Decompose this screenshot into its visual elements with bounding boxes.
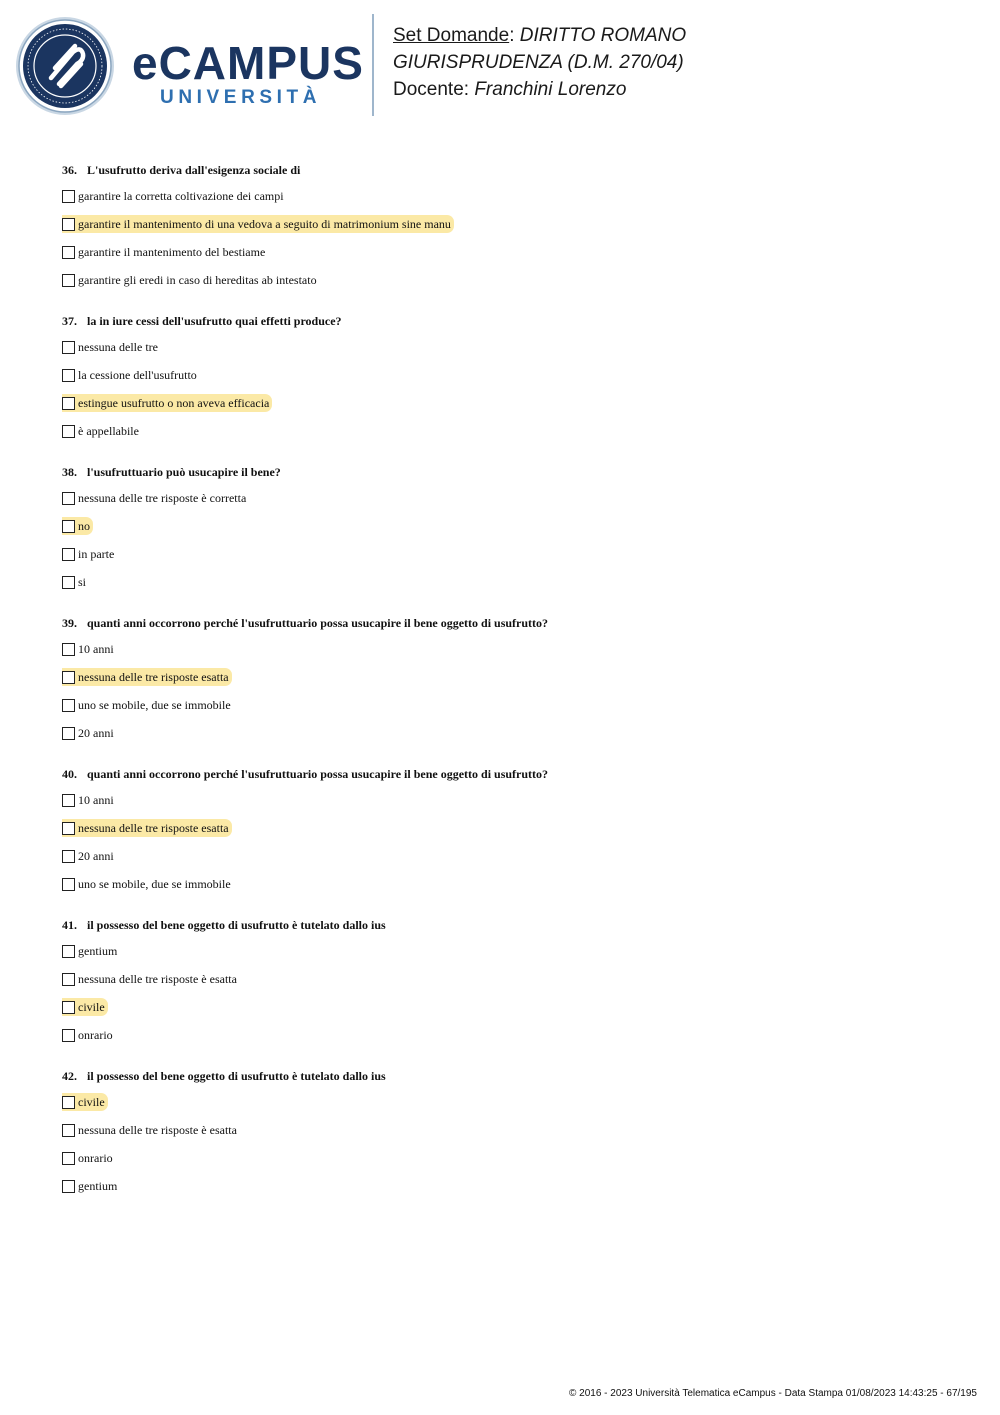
answer-text: onrario bbox=[78, 1151, 113, 1165]
answer-text: nessuna delle tre risposte è esatta bbox=[78, 1123, 237, 1137]
answer-option[interactable] bbox=[62, 1021, 942, 1049]
answer-wrap bbox=[62, 1149, 116, 1167]
answer-checkbox[interactable] bbox=[62, 548, 75, 561]
answer-option[interactable] bbox=[62, 266, 942, 294]
question-number: 42. bbox=[62, 1069, 77, 1083]
answer-wrap-highlighted bbox=[62, 1093, 108, 1111]
answer-wrap bbox=[62, 640, 117, 658]
answer-checkbox[interactable] bbox=[62, 973, 75, 986]
answer-checkbox[interactable] bbox=[62, 341, 75, 354]
answer-option[interactable] bbox=[62, 635, 942, 663]
answer-option[interactable] bbox=[62, 1144, 942, 1172]
answer-option[interactable] bbox=[62, 238, 942, 266]
question-number: 41. bbox=[62, 918, 77, 932]
answer-wrap bbox=[62, 875, 234, 893]
teacher-line bbox=[393, 76, 686, 103]
answer-checkbox[interactable] bbox=[62, 218, 75, 231]
answer-text: uno se mobile, due se immobile bbox=[78, 877, 231, 891]
question bbox=[62, 160, 942, 311]
answer-checkbox[interactable] bbox=[62, 520, 75, 533]
answer-wrap bbox=[62, 847, 117, 865]
answer-wrap-highlighted bbox=[62, 215, 454, 233]
answer-text: gentium bbox=[78, 1179, 118, 1193]
answer-checkbox[interactable] bbox=[62, 822, 75, 835]
set-separator: : bbox=[509, 25, 515, 46]
answer-option[interactable] bbox=[62, 1088, 942, 1116]
answer-option[interactable] bbox=[62, 484, 942, 512]
question bbox=[62, 462, 942, 613]
header-info bbox=[393, 22, 686, 103]
question-title bbox=[62, 311, 942, 333]
answer-wrap bbox=[62, 1177, 120, 1195]
answer-wrap bbox=[62, 271, 320, 289]
answer-checkbox[interactable] bbox=[62, 878, 75, 891]
answer-wrap-highlighted bbox=[62, 998, 108, 1016]
answer-wrap bbox=[62, 338, 161, 356]
question-number: 40. bbox=[62, 767, 77, 781]
answer-option[interactable] bbox=[62, 210, 942, 238]
answer-option[interactable] bbox=[62, 870, 942, 898]
answer-option[interactable] bbox=[62, 361, 942, 389]
answer-text: è appellabile bbox=[78, 424, 139, 438]
question-number: 37. bbox=[62, 314, 77, 328]
question-text: quanti anni occorrono perché l'usufruttuario possa usucapire il bene oggetto di usufrutto? bbox=[87, 616, 549, 630]
question-text: l'usufruttuario può usucapire il bene? bbox=[87, 465, 281, 479]
university-seal-logo bbox=[15, 16, 115, 116]
answer-wrap bbox=[62, 366, 200, 384]
answer-text: la cessione dell'usufrutto bbox=[78, 368, 197, 382]
page-footer: © 2016 - 2023 Università Telematica eCampus - Data Stampa 01/08/2023 14:43:25 - 67/195 bbox=[569, 1388, 977, 1399]
question bbox=[62, 613, 942, 764]
answer-option[interactable] bbox=[62, 965, 942, 993]
answer-checkbox[interactable] bbox=[62, 671, 75, 684]
answer-checkbox[interactable] bbox=[62, 727, 75, 740]
question-title bbox=[62, 764, 942, 786]
answer-wrap bbox=[62, 187, 287, 205]
answer-checkbox[interactable] bbox=[62, 850, 75, 863]
answer-option[interactable] bbox=[62, 540, 942, 568]
answer-option[interactable] bbox=[62, 1172, 942, 1200]
answer-wrap bbox=[62, 573, 89, 591]
answer-checkbox[interactable] bbox=[62, 1124, 75, 1137]
set-value: DIRITTO ROMANO bbox=[519, 25, 687, 46]
answer-text: 20 anni bbox=[78, 726, 114, 740]
answer-checkbox[interactable] bbox=[62, 699, 75, 712]
answer-checkbox[interactable] bbox=[62, 492, 75, 505]
answer-option[interactable] bbox=[62, 842, 942, 870]
question-number: 39. bbox=[62, 616, 77, 630]
answer-wrap-highlighted bbox=[62, 819, 232, 837]
brand-name: eCAMPUS bbox=[132, 37, 364, 89]
answer-text: nessuna delle tre risposte esatta bbox=[78, 670, 229, 684]
answer-checkbox[interactable] bbox=[62, 369, 75, 382]
answer-option[interactable] bbox=[62, 993, 942, 1021]
question bbox=[62, 915, 942, 1066]
answer-checkbox[interactable] bbox=[62, 576, 75, 589]
question bbox=[62, 1066, 942, 1217]
answer-checkbox[interactable] bbox=[62, 1096, 75, 1109]
answer-text: in parte bbox=[78, 547, 115, 561]
answer-wrap bbox=[62, 942, 120, 960]
question-number: 38. bbox=[62, 465, 77, 479]
course-name: GIURISPRUDENZA (D.M. 270/04) bbox=[393, 52, 684, 73]
question-title bbox=[62, 613, 942, 635]
answer-option[interactable] bbox=[62, 512, 942, 540]
answer-wrap bbox=[62, 1026, 116, 1044]
answer-text: garantire la corretta coltivazione dei campi bbox=[78, 189, 284, 203]
answer-checkbox[interactable] bbox=[62, 274, 75, 287]
set-line bbox=[393, 22, 686, 49]
teacher-label: Docente: bbox=[393, 79, 470, 100]
answer-option[interactable] bbox=[62, 333, 942, 361]
answer-option[interactable] bbox=[62, 786, 942, 814]
answer-text: 20 anni bbox=[78, 849, 114, 863]
answer-wrap bbox=[62, 545, 117, 563]
answer-wrap bbox=[62, 489, 249, 507]
answer-option[interactable] bbox=[62, 937, 942, 965]
question-title bbox=[62, 1066, 942, 1088]
answer-text: si bbox=[78, 575, 87, 589]
header-divider bbox=[372, 14, 374, 116]
answer-wrap-highlighted bbox=[62, 668, 232, 686]
answer-checkbox[interactable] bbox=[62, 1180, 75, 1193]
answer-option[interactable] bbox=[62, 719, 942, 747]
answer-text: garantire il mantenimento del bestiame bbox=[78, 245, 266, 259]
answer-wrap bbox=[62, 696, 234, 714]
answer-checkbox[interactable] bbox=[62, 190, 75, 203]
question bbox=[62, 764, 942, 915]
answer-checkbox[interactable] bbox=[62, 1152, 75, 1165]
answer-text: garantire il mantenimento di una vedova a seguito di matrimonium sine manu bbox=[78, 217, 451, 231]
brand-subtitle: UNIVERSITÀ bbox=[160, 87, 322, 108]
set-label: Set Domande bbox=[393, 25, 510, 46]
answer-option[interactable] bbox=[62, 417, 942, 445]
answer-text: 10 anni bbox=[78, 793, 114, 807]
question-text: il possesso del bene oggetto di usufrutto è tutelato dallo ius bbox=[87, 918, 386, 932]
answer-wrap-highlighted bbox=[62, 394, 272, 412]
answer-text: nessuna delle tre bbox=[78, 340, 158, 354]
teacher-name: Franchini Lorenzo bbox=[474, 79, 627, 100]
answer-text: uno se mobile, due se immobile bbox=[78, 698, 231, 712]
answer-checkbox[interactable] bbox=[62, 425, 75, 438]
answer-text: gentium bbox=[78, 944, 118, 958]
page-header bbox=[0, 0, 1000, 130]
answer-checkbox[interactable] bbox=[62, 1029, 75, 1042]
answer-text: civile bbox=[78, 1095, 105, 1109]
question-list bbox=[62, 160, 942, 1217]
answer-text: garantire gli eredi in caso di hereditas ab intestato bbox=[78, 273, 317, 287]
answer-option[interactable] bbox=[62, 814, 942, 842]
answer-text: civile bbox=[78, 1000, 105, 1014]
answer-text: nessuna delle tre risposte esatta bbox=[78, 821, 229, 835]
answer-wrap bbox=[62, 1121, 240, 1139]
question-number: 36. bbox=[62, 163, 77, 177]
question-title bbox=[62, 915, 942, 937]
answer-text: 10 anni bbox=[78, 642, 114, 656]
answer-text: nessuna delle tre risposte è corretta bbox=[78, 491, 247, 505]
answer-checkbox[interactable] bbox=[62, 945, 75, 958]
answer-option[interactable] bbox=[62, 663, 942, 691]
answer-text: onrario bbox=[78, 1028, 113, 1042]
answer-checkbox[interactable] bbox=[62, 397, 75, 410]
answer-text: estingue usufrutto o non aveva efficacia bbox=[78, 396, 270, 410]
answer-wrap bbox=[62, 243, 268, 261]
answer-wrap bbox=[62, 970, 240, 988]
answer-checkbox[interactable] bbox=[62, 643, 75, 656]
question-title bbox=[62, 160, 942, 182]
question bbox=[62, 311, 942, 462]
answer-wrap bbox=[62, 724, 117, 742]
question-title bbox=[62, 462, 942, 484]
answer-wrap bbox=[62, 791, 117, 809]
answer-text: nessuna delle tre risposte è esatta bbox=[78, 972, 237, 986]
answer-option[interactable] bbox=[62, 568, 942, 596]
answer-checkbox[interactable] bbox=[62, 246, 75, 259]
answer-option[interactable] bbox=[62, 182, 942, 210]
question-text: L'usufrutto deriva dall'esigenza sociale di bbox=[87, 163, 301, 177]
question-text: la in iure cessi dell'usufrutto quai effetti produce? bbox=[87, 314, 342, 328]
answer-option[interactable] bbox=[62, 389, 942, 417]
answer-checkbox[interactable] bbox=[62, 1001, 75, 1014]
answer-checkbox[interactable] bbox=[62, 794, 75, 807]
answer-option[interactable] bbox=[62, 691, 942, 719]
answer-option[interactable] bbox=[62, 1116, 942, 1144]
question-text: il possesso del bene oggetto di usufrutto è tutelato dallo ius bbox=[87, 1069, 386, 1083]
answer-wrap bbox=[62, 422, 142, 440]
answer-text: no bbox=[78, 519, 90, 533]
question-text: quanti anni occorrono perché l'usufruttuario possa usucapire il bene oggetto di usufrutto? bbox=[87, 767, 549, 781]
answer-wrap-highlighted bbox=[62, 517, 93, 535]
